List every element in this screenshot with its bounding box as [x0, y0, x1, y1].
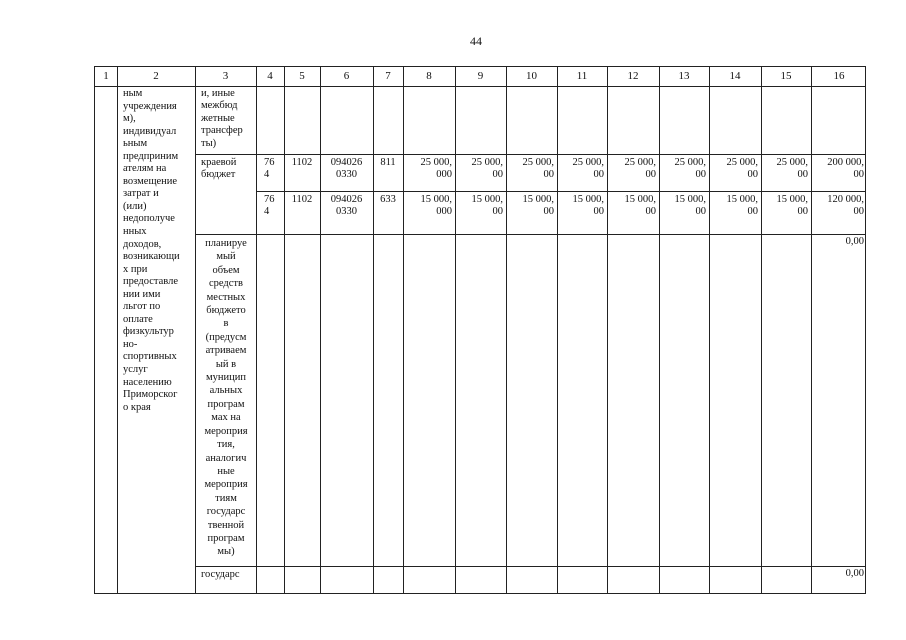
row1-value-col12: 25 000, 00	[624, 157, 656, 181]
page-number: 44	[470, 34, 482, 48]
row1-code-grbs: 76 4	[264, 157, 275, 181]
header-col-7: 7	[385, 70, 391, 82]
row2-code-type: 633	[380, 194, 396, 205]
row1-total: 200 000, 00	[827, 157, 864, 181]
state-budget-total: 0,00	[845, 568, 864, 579]
row2-value-col8: 15 000, 000	[420, 194, 452, 218]
funding-source-local: планируе мый объем средств местных бюджето в (предусм атриваем ый в муницип альных програм мах на мероприя тия, аналогич ные мероприя тиям государс твенной програм мы)	[204, 238, 248, 558]
header-col-3: 3	[222, 70, 229, 82]
header-col-9: 9	[477, 70, 484, 82]
row1-value-col9: 25 000, 00	[471, 157, 503, 181]
header-col-8: 8	[426, 70, 432, 82]
header-col-10: 10	[526, 70, 537, 82]
header-col-1: 1	[103, 70, 109, 82]
row2-value-col14: 15 000, 00	[726, 194, 758, 218]
header-col-4: 4	[267, 70, 273, 82]
header-col-15: 15	[780, 70, 792, 82]
row1-value-col14: 25 000, 00	[726, 157, 758, 181]
row2-value-col11: 15 000, 00	[572, 194, 604, 218]
row1-code-section: 1102	[291, 157, 313, 168]
row2-value-col15: 15 000, 00	[776, 194, 808, 218]
row1-value-col13: 25 000, 00	[674, 157, 706, 181]
header-col-11: 11	[576, 70, 588, 82]
funding-source-regional: краевой бюджет	[201, 157, 237, 181]
funding-source-top: и, иные межбюд жетные трансфер ты)	[201, 88, 243, 149]
local-budget-total: 0,00	[845, 236, 864, 247]
row2-code-section: 1102	[291, 194, 313, 205]
row2-value-col9: 15 000, 00	[471, 194, 503, 218]
row2-value-col12: 15 000, 00	[624, 194, 656, 218]
budget-table	[94, 66, 866, 594]
header-col-5: 5	[299, 70, 305, 82]
header-col-6: 6	[343, 70, 350, 82]
header-col-16: 16	[833, 70, 845, 82]
row1-code-target: 094026 0330	[330, 157, 363, 181]
row1-value-col8: 25 000, 000	[420, 157, 452, 181]
row2-code-grbs: 76 4	[264, 194, 275, 218]
header-col-13: 13	[678, 70, 690, 82]
row1-code-type: 811	[380, 157, 396, 168]
header-col-12: 12	[627, 70, 639, 82]
header-col-14: 14	[729, 70, 741, 82]
row1-value-col11: 25 000, 00	[572, 157, 604, 181]
funding-source-state: государс	[201, 569, 240, 580]
row2-value-col13: 15 000, 00	[674, 194, 706, 218]
row1-value-col15: 25 000, 00	[776, 157, 808, 181]
recipient-description: ным учреждения м), индивидуал ьным предприним ателям на возмещение затрат и (или) недополуче нных доходов, возникающи х при предоставле нии ими льгот по оплате физкультур но- спортивных услуг населению Приморског о края	[123, 88, 180, 413]
header-col-2: 2	[153, 70, 159, 82]
row2-value-col10: 15 000, 00	[522, 194, 554, 218]
row2-total: 120 000, 00	[827, 194, 864, 218]
row1-value-col10: 25 000, 00	[522, 157, 554, 181]
row2-code-target: 094026 0330	[330, 194, 363, 218]
